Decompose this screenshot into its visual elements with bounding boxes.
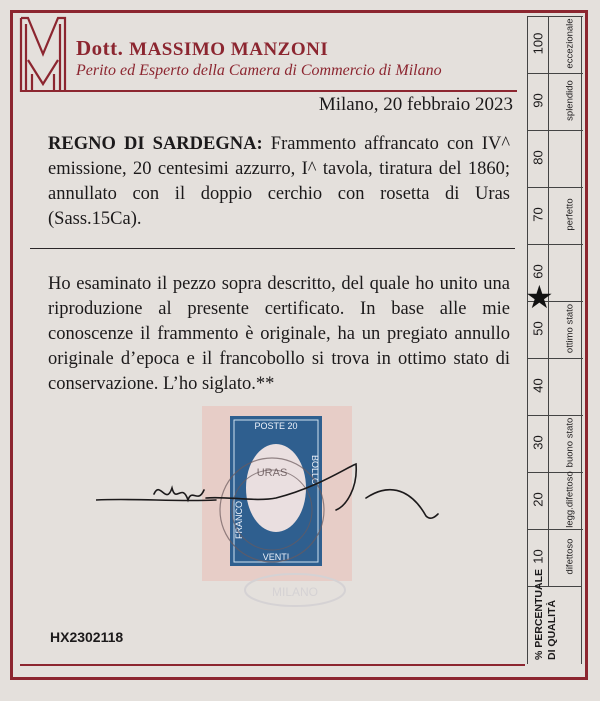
scale-value: 60: [530, 264, 546, 279]
scale-value: 50: [530, 321, 546, 336]
footer-rule: [20, 664, 525, 666]
scale-label: eccezionale: [564, 18, 576, 69]
scale-value: 90: [530, 93, 546, 108]
scale-title-line2: DI QUALITÀ: [546, 599, 558, 660]
watermark-text: MILANO: [271, 585, 319, 599]
scale-value: 100: [530, 32, 546, 55]
section-rule: [30, 248, 515, 249]
scale-label: difettoso: [564, 538, 576, 575]
expert-opinion: Ho esaminato il pezzo sopra descritto, del quale ho unito una riproduzione al presente certificato. In base alle mie conoscenze il frammento è originale, ha un pregiato annullo originale d’epoca e il francobollo si trova in ottimo stato di conservazione. L’ho siglato.**: [48, 274, 510, 394]
header-rule: [20, 90, 517, 92]
scale-value: 30: [530, 435, 546, 450]
scale-title-line1: % PERCENTUALE: [533, 568, 545, 660]
scale-label: ottimo stato: [564, 303, 576, 354]
name-text: MASSIMO MANZONI: [129, 39, 329, 60]
stamp-description: [48, 132, 510, 232]
scale-row-90: [528, 73, 583, 130]
stamp-right-text: BOLLO: [310, 454, 320, 486]
stamp-left-text: FRANCO: [234, 501, 244, 539]
scale-label: splendido: [564, 80, 576, 121]
scale-value: 20: [530, 492, 546, 507]
expert-subtitle: Perito ed Esperto della Camera di Commercio di Milano: [76, 62, 442, 79]
scale-label: buono stato: [564, 417, 576, 468]
scale-value: 80: [530, 150, 546, 165]
certificate-date: Milano, 20 febbraio 2023: [318, 94, 513, 115]
expert-signature: [96, 458, 446, 528]
scale-value: 10: [530, 549, 546, 564]
scale-title: [533, 540, 559, 660]
selected-star-icon: ★: [525, 278, 554, 316]
description-text: Frammento affrancato con IV^ emissione, 20 centesimi azzurro, I^ tavola, tiratura del 1860; annullato con il doppio cerchio con rosetta di Uras (Sass.15Ca).: [48, 134, 511, 229]
scale-value: 70: [530, 207, 546, 222]
scale-label: perfetto: [564, 198, 576, 231]
expert-name: [76, 36, 328, 61]
name-prefix: Dott.: [76, 36, 124, 60]
description-lead: REGNO DI SARDEGNA:: [48, 134, 263, 154]
scale-label: legg.difettoso: [564, 471, 576, 528]
mm-logo: [18, 14, 68, 96]
stamp-top-text: POSTE 20: [254, 421, 298, 431]
scale-value: 40: [530, 378, 546, 393]
stamp-bottom-text: VENTI: [262, 552, 290, 562]
postmark-town: URAS: [256, 467, 288, 479]
scale-row-70: [528, 187, 583, 244]
certificate-code: HX2302118: [50, 629, 124, 645]
